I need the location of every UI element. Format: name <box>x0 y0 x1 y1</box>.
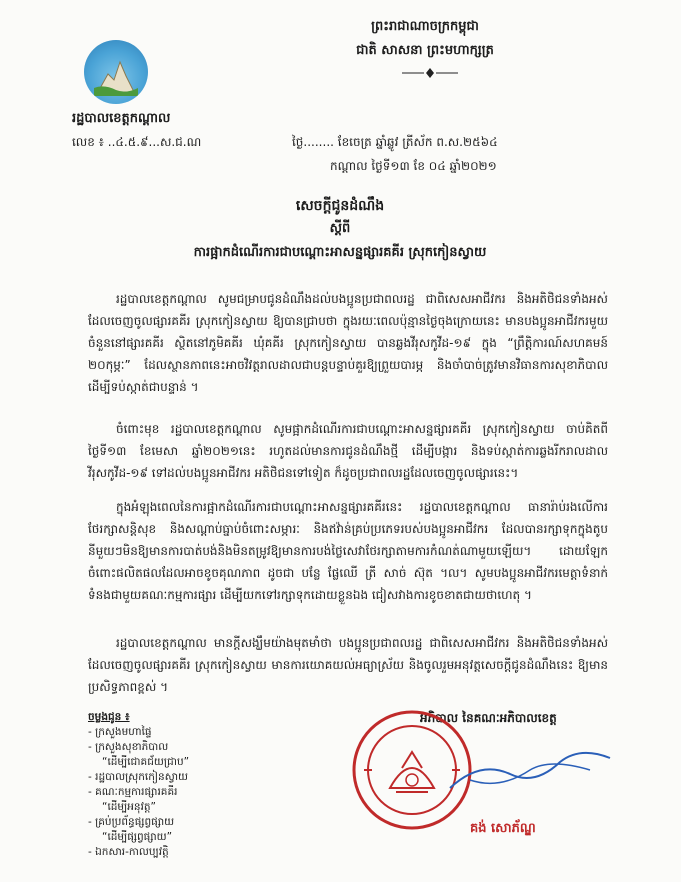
cc-item: “ដើម្បីអនុវត្ត” <box>102 801 156 813</box>
mountain-logo-icon <box>94 52 138 96</box>
title-subject: ការផ្អាកដំណើរការជាបណ្តោះអាសន្នផ្សារគគីរ ស្រុកកៀនស្វាយ <box>193 245 487 260</box>
cc-item: “ដើម្បីជោគជ័យជ្រាប” <box>102 756 190 768</box>
cc-item: - ក្រសួងមហាផ្ទៃ <box>88 726 152 738</box>
reference-number: លេខ ៖ ..៤.៥.៩...ស.ជ.ណ <box>72 135 202 149</box>
cc-heading: ចម្លងជូន ៖ <box>88 711 130 723</box>
provincial-logo <box>84 40 148 104</box>
paragraph-2: ចំពោះមុខ រដ្ឋបាលខេត្តកណ្តាល សូមផ្អាកដំណើរការជាបណ្តោះអាសន្នផ្សារគគីរ ស្រុកកៀនស្វាយ ចាប់គិតពីថ្ងៃទី១៣ ខែមេសា ឆ្នាំ២០២១នេះ រហូតដល់មានការជូនដំណឹងថ្មី ដើម្បីបង្ការ និងទប់ស្កាត់ការឆ្លងរីករាលដាលវីរុសកូវីដ-១៩ ទៅដល់បងប្អូនអាជីវករ អតិថិជនទៅទៀត ក៏ដូចប្រជាពលរដ្ឋដែលចេញចូលផ្សារនេះ។ <box>88 422 608 480</box>
paragraph-3: ក្នុងអំឡុងពេលនៃការផ្អាកដំណើរការជាបណ្តោះអាសន្នផ្សារគគីរនេះ រដ្ឋបាលខេត្តកណ្តាល ធានារ៉ាប់រងលើការថែរក្សាសន្តិសុខ និងសណ្តាប់ធ្នាប់ចំពោះសម្ភារៈ និងឥវ៉ាន់គ្រប់ប្រភេទរបស់បងប្អូនអាជីវករ ដែលបានរក្សាទុកក្នុងតូបនីមួយៗមិនឱ្យមានការបាត់បង់និងមិនតម្រូវឱ្យមានការបង់ថ្លៃសេវាថែរក្សាតាមការកំណត់ណាមួយឡើយ។ ដោយឡែកចំពោះផលិតផលដែលអាចខូចគុណភាព ដូចជា បន្លែ ផ្លែឈើ ត្រី សាច់ ស៊ុត ។ល។ សូមបងប្អូនអាជីវករមេត្តាទំនាក់ទំនងជាមួយគណៈកម្មការផ្សារ ដើម្បីយកទៅរក្សាទុកដោយខ្លួនឯង ជៀសវាងការខូចខាតជាយថាហេតុ ។ <box>88 500 608 602</box>
motto-ornament <box>400 64 460 76</box>
document-title: សេចក្តីជូនដំណឹង <box>295 198 385 214</box>
handwritten-signature <box>440 740 620 800</box>
paragraph-1: រដ្ឋបាលខេត្តកណ្តាល សូមជម្រាបជូនដំណឹងដល់បងប្អូនប្រជាពលរដ្ឋ ជាពិសេសអាជីវករ និងអតិថិជនទាំងអស់ដែលចេញចូលផ្សារគគីរ ស្រុកកៀនស្វាយ ឱ្យបានជ្រាបថា ក្នុងរយៈពេលប៉ុន្មានថ្ងៃចុងក្រោយនេះ មានបងប្អូនអាជីវករមួយចំនួននៅផ្សារគគីរ ស្ថិតនៅភូមិគគីរ ឃុំគគីរ ស្រុកកៀនស្វាយ បានឆ្លងវីរុសកូវីដ-១៩ ក្នុង “ព្រឹត្តិការណ៍សហគមន៍ ២០កុម្ភៈ” ដែលស្ថានភាពនេះអាចវិវត្តរាលដាលជាបន្តបន្ទាប់គួរឱ្យព្រួយបារម្ភ និងចាំបាច់ត្រូវមានវិធានការសុខាភិបាលដើម្បីទប់ស្កាត់ជាបន្ទាន់ ។ <box>88 292 608 394</box>
cc-item: - គ្រប់ប្រព័ន្ធផ្សព្វផ្សាយ <box>88 816 175 828</box>
kingdom-heading: ព្រះរាជាណាចក្រកម្ពុជា <box>371 19 479 34</box>
title-subject-label: ស្តីពី <box>329 221 351 236</box>
cc-item: “ដើម្បីផ្សព្វផ្សាយ” <box>102 831 173 843</box>
solar-date: កណ្តាល ថ្ងៃទី១៣ ខែ ០៤ ឆ្នាំ២០២១ <box>330 159 497 173</box>
cc-item: - រដ្ឋបាលស្រុកកៀនស្វាយ <box>88 771 189 783</box>
national-motto: ជាតិ សាសនា ព្រះមហាក្សត្រ <box>356 43 494 58</box>
paragraph-4: រដ្ឋបាលខេត្តកណ្តាល មានក្តីសង្ឃឹមយ៉ាងមុតមាំថា បងប្អូនប្រជាពលរដ្ឋ ជាពិសេសអាជីវករ និងអតិថិជនទាំងអស់ដែលចេញចូលផ្សារគគីរ ស្រុកកៀនស្វាយ មានការយោគយល់អធ្យាស្រ័យ និងចូលរួមអនុវត្តសេចក្តីជូនដំណឹងនេះ ឱ្យមានប្រសិទ្ធភាពខ្ពស់ ។ <box>88 636 608 694</box>
cc-item: - ឯកសារ-កាលប្បវត្តិ <box>88 846 169 858</box>
cc-item: - ក្រសួងសុខាភិបាល <box>88 741 169 753</box>
cc-item: - គណៈកម្មការផ្សារគគីរ <box>88 786 178 798</box>
cc-list <box>88 710 318 860</box>
lunar-date: ថ្ងៃ........ ខែចេត្រ ឆ្នាំឆ្លូវ ត្រីស័ក ព.ស.២៥៦៤ <box>292 135 498 149</box>
signatory-name: គង់ សោភ័ណ្ឌ <box>470 821 536 836</box>
signatory-title: អភិបាល នៃគណៈអភិបាលខេត្ត <box>420 711 557 725</box>
issuing-authority: រដ្ឋបាលខេត្តកណ្តាល <box>72 111 171 126</box>
